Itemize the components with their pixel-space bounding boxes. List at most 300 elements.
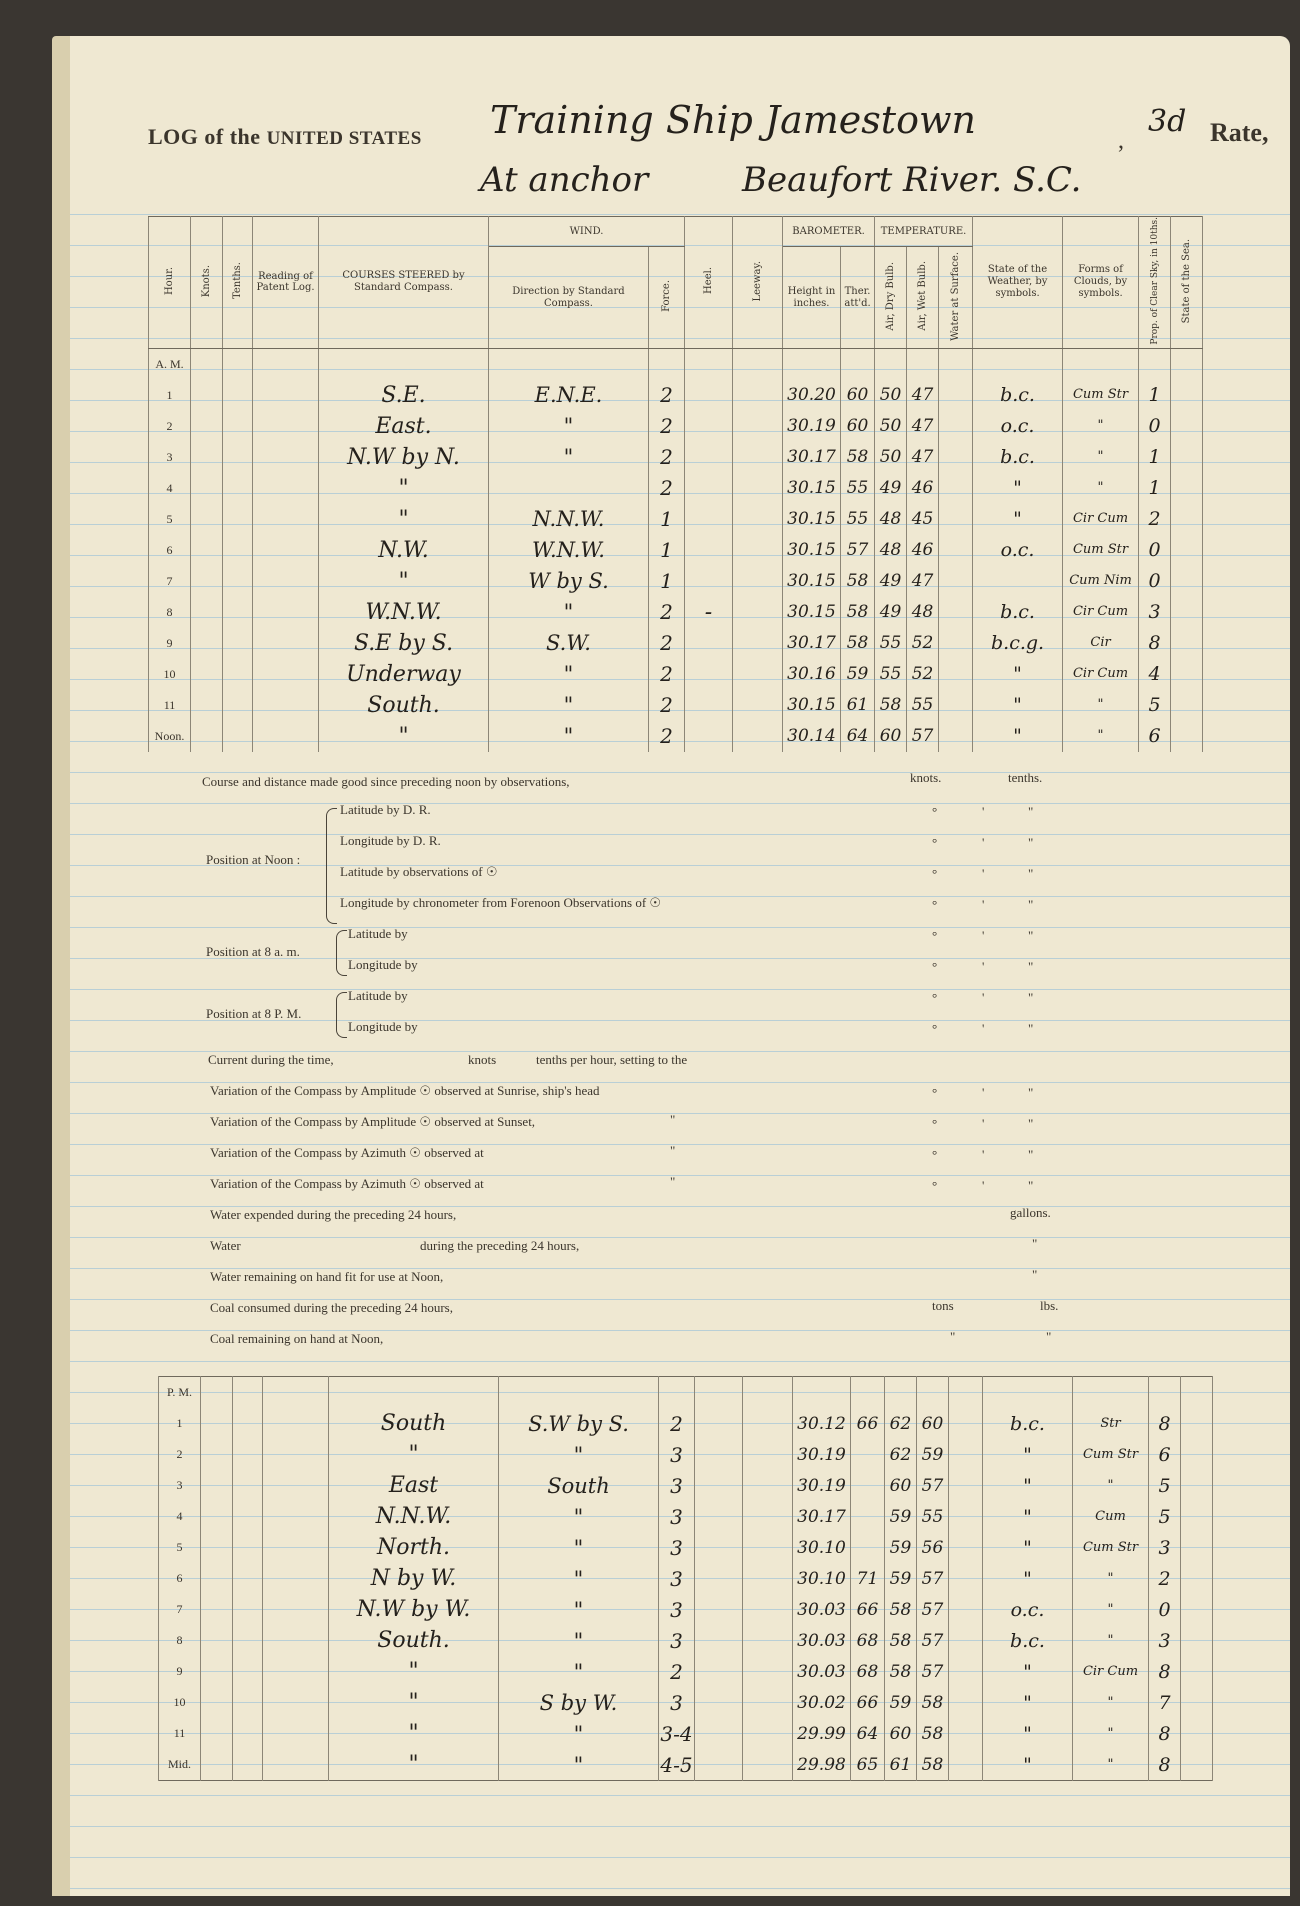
patent-log-cell bbox=[263, 1408, 329, 1439]
barometer-cell: 30.20 bbox=[783, 380, 841, 411]
ther-attd-cell bbox=[851, 1532, 885, 1563]
air-wet-cell: 58 bbox=[917, 1749, 949, 1781]
am-row bbox=[149, 535, 1203, 566]
position-noon-label: Position at Noon : bbox=[206, 852, 301, 867]
air-wet-cell: 57 bbox=[917, 1563, 949, 1594]
coal-consumed-label: Coal consumed during the preceding 24 hours, bbox=[210, 1300, 453, 1315]
weather-cell: " bbox=[983, 1656, 1073, 1687]
air-dry-cell: 60 bbox=[885, 1718, 917, 1749]
sea-cell bbox=[1181, 1532, 1213, 1563]
clouds-cell: Cir Cum bbox=[1073, 1656, 1149, 1687]
heel-cell bbox=[685, 442, 733, 473]
water-expended-label: Water expended during the preceding 24 hours, bbox=[210, 1207, 457, 1222]
air-dry-cell: 60 bbox=[885, 1470, 917, 1501]
patent-log-cell bbox=[253, 473, 319, 504]
col-temperature: TEMPERATURE. bbox=[875, 217, 973, 247]
clouds-cell: " bbox=[1073, 1687, 1149, 1718]
latitude-dr-label: Latitude by D. R. bbox=[340, 802, 431, 817]
ther-attd-cell: 66 bbox=[851, 1594, 885, 1625]
clouds-cell: " bbox=[1073, 1594, 1149, 1625]
sea-cell bbox=[1171, 597, 1203, 628]
clear-sky-cell: 2 bbox=[1139, 504, 1171, 535]
force-cell: 2 bbox=[649, 473, 685, 504]
air-dry-cell: 59 bbox=[885, 1501, 917, 1532]
water-surface-cell bbox=[949, 1470, 983, 1501]
leeway-cell bbox=[743, 1625, 793, 1656]
weather-cell: o.c. bbox=[973, 535, 1063, 566]
am-row bbox=[149, 659, 1203, 690]
air-dry-cell: 55 bbox=[875, 628, 907, 659]
lbs-label: lbs. bbox=[1040, 1298, 1059, 1313]
second-mark: " bbox=[1028, 928, 1034, 943]
knots-cell bbox=[191, 566, 223, 597]
water-surface-cell bbox=[949, 1718, 983, 1749]
force-cell: 2 bbox=[649, 659, 685, 690]
knots-cell bbox=[191, 504, 223, 535]
second-mark: " bbox=[1028, 804, 1034, 819]
knots-cell bbox=[201, 1625, 233, 1656]
force-cell: 3 bbox=[659, 1439, 695, 1470]
col-baro-height: Height in inches. bbox=[783, 247, 841, 348]
clouds-cell: Cir Cum bbox=[1063, 504, 1139, 535]
water-during-label: during the preceding 24 hours, bbox=[420, 1238, 580, 1253]
hour-cell: 4 bbox=[149, 473, 191, 504]
clouds-cell: Cum Str bbox=[1063, 380, 1139, 411]
weather-cell: b.c. bbox=[973, 380, 1063, 411]
tenths-label: tenths. bbox=[1008, 770, 1043, 785]
weather-cell: " bbox=[973, 690, 1063, 721]
longitude-dr-label: Longitude by D. R. bbox=[340, 833, 441, 848]
ruled-line bbox=[70, 1888, 1290, 1889]
variation-azimuth-label: Variation of the Compass by Azimuth ☉ observed at bbox=[210, 1176, 484, 1191]
second-mark: " bbox=[1028, 1021, 1034, 1036]
ditto-mark: " bbox=[670, 1174, 676, 1189]
col-wind-direction: Direction by Standard Compass. bbox=[489, 247, 649, 348]
course-cell: " bbox=[329, 1749, 499, 1781]
course-cell: South bbox=[329, 1408, 499, 1439]
air-dry-cell: 50 bbox=[875, 411, 907, 442]
heel-cell bbox=[685, 721, 733, 752]
ther-attd-cell: 64 bbox=[851, 1718, 885, 1749]
barometer-cell: 30.19 bbox=[793, 1470, 851, 1501]
heel-cell bbox=[695, 1656, 743, 1687]
clouds-cell: Cum Str bbox=[1073, 1532, 1149, 1563]
col-heel: Heel. bbox=[685, 217, 733, 349]
clouds-cell: " bbox=[1063, 473, 1139, 504]
weather-cell: o.c. bbox=[973, 411, 1063, 442]
tenths-cell bbox=[233, 1625, 263, 1656]
clear-sky-cell: 4 bbox=[1139, 659, 1171, 690]
force-cell: 1 bbox=[649, 566, 685, 597]
weather-cell: b.c. bbox=[983, 1408, 1073, 1439]
col-hour: Hour. bbox=[149, 217, 191, 349]
clear-sky-cell: 1 bbox=[1139, 473, 1171, 504]
tenths-cell bbox=[233, 1687, 263, 1718]
col-tenths: Tenths. bbox=[223, 217, 253, 349]
knots-cell bbox=[191, 473, 223, 504]
col-wind: WIND. bbox=[489, 217, 685, 247]
ther-attd-cell: 64 bbox=[841, 721, 875, 752]
variation-azimuth-label: Variation of the Compass by Azimuth ☉ observed at bbox=[210, 1145, 484, 1160]
location-line2: Beaufort River. S.C. bbox=[742, 160, 1082, 200]
barometer-cell: 29.99 bbox=[793, 1718, 851, 1749]
knots-cell bbox=[201, 1656, 233, 1687]
leeway-cell bbox=[733, 473, 783, 504]
patent-log-cell bbox=[253, 380, 319, 411]
position-noon-brace bbox=[326, 808, 337, 924]
wind-direction-cell: N.N.W. bbox=[489, 504, 649, 535]
clear-sky-cell: 3 bbox=[1149, 1625, 1181, 1656]
clear-sky-cell: 2 bbox=[1149, 1563, 1181, 1594]
water-surface-cell bbox=[939, 473, 973, 504]
ther-attd-cell: 59 bbox=[841, 659, 875, 690]
ruled-line bbox=[70, 803, 1290, 804]
tenths-cell bbox=[233, 1594, 263, 1625]
current-knots-label: knots bbox=[468, 1052, 497, 1067]
hour-cell: 8 bbox=[159, 1625, 201, 1656]
second-mark: " bbox=[1028, 1085, 1034, 1100]
knots-cell bbox=[201, 1439, 233, 1470]
ther-attd-cell: 58 bbox=[841, 628, 875, 659]
weather-cell: " bbox=[973, 473, 1063, 504]
am-label: A. M. bbox=[149, 348, 191, 380]
air-dry-cell: 61 bbox=[885, 1749, 917, 1781]
variation-sunset-label: Variation of the Compass by Amplitude ☉ observed at Sunset, bbox=[210, 1114, 536, 1129]
wind-direction-cell: " bbox=[489, 597, 649, 628]
clear-sky-cell: 3 bbox=[1139, 597, 1171, 628]
second-mark: " bbox=[1028, 1116, 1034, 1131]
hour-cell: 6 bbox=[149, 535, 191, 566]
position-8pm-label: Position at 8 P. M. bbox=[206, 1006, 302, 1021]
course-cell: Underway bbox=[319, 659, 489, 690]
force-cell: 1 bbox=[649, 504, 685, 535]
barometer-cell: 30.03 bbox=[793, 1594, 851, 1625]
minute-mark: ' bbox=[982, 1116, 985, 1131]
sea-cell bbox=[1181, 1563, 1213, 1594]
degree-mark: ° bbox=[932, 804, 938, 819]
force-cell: 2 bbox=[649, 721, 685, 752]
sea-cell bbox=[1181, 1470, 1213, 1501]
pm-row bbox=[159, 1501, 1213, 1532]
air-wet-cell: 57 bbox=[907, 721, 939, 752]
barometer-cell: 30.12 bbox=[793, 1408, 851, 1439]
air-dry-cell: 55 bbox=[875, 659, 907, 690]
barometer-cell: 30.17 bbox=[783, 442, 841, 473]
sea-cell bbox=[1171, 690, 1203, 721]
ther-attd-cell: 61 bbox=[841, 690, 875, 721]
air-wet-cell: 45 bbox=[907, 504, 939, 535]
knots-cell bbox=[201, 1532, 233, 1563]
col-force: Force. bbox=[649, 247, 685, 348]
leeway-cell bbox=[733, 628, 783, 659]
tons-label: tons bbox=[932, 1298, 954, 1313]
ther-attd-cell bbox=[851, 1439, 885, 1470]
water-surface-cell bbox=[939, 535, 973, 566]
patent-log-cell bbox=[253, 566, 319, 597]
weather-cell: " bbox=[973, 721, 1063, 752]
tenths-cell bbox=[233, 1749, 263, 1781]
col-air-dry: Air, Dry Bulb. bbox=[875, 247, 907, 348]
clear-sky-cell: 3 bbox=[1149, 1532, 1181, 1563]
air-dry-cell: 49 bbox=[875, 473, 907, 504]
heel-cell bbox=[685, 411, 733, 442]
air-wet-cell: 55 bbox=[907, 690, 939, 721]
leeway-cell bbox=[743, 1532, 793, 1563]
patent-log-cell bbox=[253, 690, 319, 721]
tenths-cell bbox=[223, 566, 253, 597]
ther-attd-cell: 58 bbox=[841, 442, 875, 473]
tenths-cell bbox=[223, 504, 253, 535]
pm-row bbox=[159, 1625, 1213, 1656]
wind-direction-cell: E.N.E. bbox=[489, 380, 649, 411]
pm-row bbox=[159, 1656, 1213, 1687]
rate-number: 3d bbox=[1148, 104, 1187, 139]
course-distance-label: Course and distance made good since preceding noon by observations, bbox=[202, 774, 570, 789]
barometer-cell: 30.02 bbox=[793, 1687, 851, 1718]
wind-direction-cell: " bbox=[489, 442, 649, 473]
longitude-by-8am-label: Longitude by bbox=[348, 957, 418, 972]
sea-cell bbox=[1171, 504, 1203, 535]
air-wet-cell: 57 bbox=[917, 1470, 949, 1501]
knots-cell bbox=[191, 721, 223, 752]
hour-cell: 1 bbox=[159, 1408, 201, 1439]
heel-cell bbox=[685, 535, 733, 566]
water-surface-cell bbox=[949, 1563, 983, 1594]
heel-cell bbox=[695, 1625, 743, 1656]
minute-mark: ' bbox=[982, 928, 985, 943]
air-wet-cell: 58 bbox=[917, 1718, 949, 1749]
sea-cell bbox=[1171, 380, 1203, 411]
minute-mark: ' bbox=[982, 835, 985, 850]
patent-log-cell bbox=[263, 1749, 329, 1781]
wind-direction-cell: S.W. bbox=[489, 628, 649, 659]
force-cell: 3 bbox=[659, 1563, 695, 1594]
wind-direction-cell: " bbox=[499, 1656, 659, 1687]
clear-sky-cell: 7 bbox=[1149, 1687, 1181, 1718]
hour-cell: Mid. bbox=[159, 1749, 201, 1781]
am-row bbox=[149, 721, 1203, 752]
clear-sky-cell: 8 bbox=[1149, 1749, 1181, 1781]
wind-direction-cell: " bbox=[489, 411, 649, 442]
knots-cell bbox=[201, 1749, 233, 1781]
leeway-cell bbox=[743, 1563, 793, 1594]
knots-cell bbox=[191, 659, 223, 690]
ther-attd-cell: 55 bbox=[841, 504, 875, 535]
air-wet-cell: 52 bbox=[907, 659, 939, 690]
degree-mark: ° bbox=[932, 897, 938, 912]
tenths-cell bbox=[233, 1532, 263, 1563]
col-sea: State of the Sea. bbox=[1171, 217, 1203, 349]
barometer-cell: 30.15 bbox=[783, 504, 841, 535]
minute-mark: ' bbox=[982, 1085, 985, 1100]
knots-cell bbox=[191, 380, 223, 411]
wind-direction-cell: " bbox=[499, 1718, 659, 1749]
clouds-cell: " bbox=[1063, 721, 1139, 752]
air-wet-cell: 56 bbox=[917, 1532, 949, 1563]
second-mark: " bbox=[1028, 990, 1034, 1005]
wind-direction-cell: " bbox=[499, 1594, 659, 1625]
force-cell: 1 bbox=[649, 535, 685, 566]
force-cell: 2 bbox=[649, 380, 685, 411]
force-cell: 3 bbox=[659, 1532, 695, 1563]
air-dry-cell: 49 bbox=[875, 566, 907, 597]
clouds-cell: Cir bbox=[1063, 628, 1139, 659]
heel-cell bbox=[695, 1470, 743, 1501]
barometer-cell: 30.15 bbox=[783, 535, 841, 566]
water-surface-cell bbox=[949, 1656, 983, 1687]
leeway-cell bbox=[733, 690, 783, 721]
degree-mark: ° bbox=[932, 990, 938, 1005]
sea-cell bbox=[1171, 628, 1203, 659]
air-wet-cell: 57 bbox=[917, 1594, 949, 1625]
water-surface-cell bbox=[939, 628, 973, 659]
heel-cell bbox=[695, 1687, 743, 1718]
col-ther-attd: Ther. att'd. bbox=[841, 247, 875, 348]
wind-direction-cell: " bbox=[499, 1749, 659, 1781]
water-surface-cell bbox=[939, 504, 973, 535]
hour-cell: 10 bbox=[159, 1687, 201, 1718]
latitude-obs-label: Latitude by observations of ☉ bbox=[340, 864, 498, 879]
tenths-cell bbox=[233, 1501, 263, 1532]
position-8am-label: Position at 8 a. m. bbox=[206, 944, 300, 959]
knots-cell bbox=[191, 628, 223, 659]
wind-direction-cell: " bbox=[499, 1501, 659, 1532]
ruled-line bbox=[70, 1237, 1290, 1238]
am-row bbox=[149, 690, 1203, 721]
ruled-line bbox=[70, 989, 1290, 990]
barometer-cell: 30.10 bbox=[793, 1532, 851, 1563]
tenths-cell bbox=[223, 659, 253, 690]
barometer-cell: 30.03 bbox=[793, 1656, 851, 1687]
am-row bbox=[149, 411, 1203, 442]
knots-cell bbox=[191, 597, 223, 628]
force-cell: 2 bbox=[649, 411, 685, 442]
knots-label: knots. bbox=[910, 770, 942, 785]
air-dry-cell: 59 bbox=[885, 1687, 917, 1718]
ditto-mark: " bbox=[1032, 1267, 1038, 1282]
pm-row bbox=[159, 1563, 1213, 1594]
log-title: LOG of the UNITED STATES bbox=[148, 124, 422, 149]
clear-sky-cell: 8 bbox=[1149, 1408, 1181, 1439]
water-surface-cell bbox=[949, 1408, 983, 1439]
barometer-cell: 30.15 bbox=[783, 597, 841, 628]
hour-cell: 11 bbox=[159, 1718, 201, 1749]
am-row bbox=[149, 566, 1203, 597]
tenths-cell bbox=[223, 597, 253, 628]
leeway-cell bbox=[743, 1439, 793, 1470]
clouds-cell: Cum Str bbox=[1073, 1439, 1149, 1470]
leeway-cell bbox=[733, 504, 783, 535]
wind-direction-cell: S by W. bbox=[499, 1687, 659, 1718]
sea-cell bbox=[1181, 1749, 1213, 1781]
minute-mark: ' bbox=[982, 804, 985, 819]
patent-log-cell bbox=[253, 597, 319, 628]
air-wet-cell: 58 bbox=[917, 1687, 949, 1718]
water-surface-cell bbox=[939, 380, 973, 411]
wind-direction-cell: South bbox=[499, 1470, 659, 1501]
clear-sky-cell: 0 bbox=[1149, 1594, 1181, 1625]
pm-label: P. M. bbox=[159, 1377, 201, 1409]
wind-direction-cell bbox=[489, 473, 649, 504]
clouds-cell: " bbox=[1073, 1563, 1149, 1594]
pm-row bbox=[159, 1408, 1213, 1439]
barometer-cell: 30.14 bbox=[783, 721, 841, 752]
weather-cell: o.c. bbox=[983, 1594, 1073, 1625]
current-label: Current during the time, bbox=[208, 1052, 334, 1067]
force-cell: 3 bbox=[659, 1501, 695, 1532]
clear-sky-cell: 5 bbox=[1139, 690, 1171, 721]
sea-cell bbox=[1171, 566, 1203, 597]
air-dry-cell: 62 bbox=[885, 1439, 917, 1470]
course-cell: " bbox=[319, 566, 489, 597]
patent-log-cell bbox=[263, 1718, 329, 1749]
tenths-cell bbox=[223, 721, 253, 752]
weather-cell: " bbox=[983, 1439, 1073, 1470]
course-cell: " bbox=[329, 1439, 499, 1470]
leeway-cell bbox=[743, 1687, 793, 1718]
air-wet-cell: 47 bbox=[907, 380, 939, 411]
col-leeway: Leeway. bbox=[733, 217, 783, 349]
tenths-cell bbox=[233, 1470, 263, 1501]
clear-sky-cell: 8 bbox=[1149, 1656, 1181, 1687]
knots-cell bbox=[201, 1718, 233, 1749]
ther-attd-cell: 66 bbox=[851, 1687, 885, 1718]
wind-direction-cell: " bbox=[499, 1439, 659, 1470]
course-cell: " bbox=[319, 473, 489, 504]
barometer-cell: 30.15 bbox=[783, 473, 841, 504]
clear-sky-cell: 0 bbox=[1139, 566, 1171, 597]
weather-cell: " bbox=[983, 1718, 1073, 1749]
degree-mark: ° bbox=[932, 1116, 938, 1131]
pm-row bbox=[159, 1532, 1213, 1563]
pm-row bbox=[159, 1687, 1213, 1718]
heel-cell bbox=[685, 690, 733, 721]
leeway-cell bbox=[743, 1501, 793, 1532]
ruled-line bbox=[70, 1361, 1290, 1362]
hour-cell: 9 bbox=[149, 628, 191, 659]
ther-attd-cell: 55 bbox=[841, 473, 875, 504]
leeway-cell bbox=[733, 442, 783, 473]
second-mark: " bbox=[1028, 835, 1034, 850]
barometer-cell: 30.03 bbox=[793, 1625, 851, 1656]
knots-cell bbox=[201, 1594, 233, 1625]
knots-cell bbox=[191, 535, 223, 566]
sea-cell bbox=[1181, 1687, 1213, 1718]
heel-cell bbox=[685, 566, 733, 597]
heel-cell bbox=[685, 659, 733, 690]
knots-cell bbox=[191, 411, 223, 442]
clouds-cell: " bbox=[1063, 690, 1139, 721]
patent-log-cell bbox=[263, 1470, 329, 1501]
tenths-cell bbox=[233, 1718, 263, 1749]
hour-cell: 2 bbox=[149, 411, 191, 442]
leeway-cell bbox=[743, 1470, 793, 1501]
hour-cell: 7 bbox=[159, 1594, 201, 1625]
heel-cell bbox=[685, 380, 733, 411]
clear-sky-cell: 6 bbox=[1139, 721, 1171, 752]
col-courses: COURSES STEERED by Standard Compass. bbox=[319, 217, 489, 349]
air-wet-cell: 57 bbox=[917, 1656, 949, 1687]
pm-row bbox=[159, 1439, 1213, 1470]
wind-direction-cell: " bbox=[499, 1625, 659, 1656]
tenths-cell bbox=[223, 690, 253, 721]
air-wet-cell: 46 bbox=[907, 535, 939, 566]
sea-cell bbox=[1171, 473, 1203, 504]
clear-sky-cell: 8 bbox=[1149, 1718, 1181, 1749]
weather-cell: " bbox=[983, 1687, 1073, 1718]
rate-comma: , bbox=[1118, 128, 1124, 154]
leeway-cell bbox=[743, 1718, 793, 1749]
